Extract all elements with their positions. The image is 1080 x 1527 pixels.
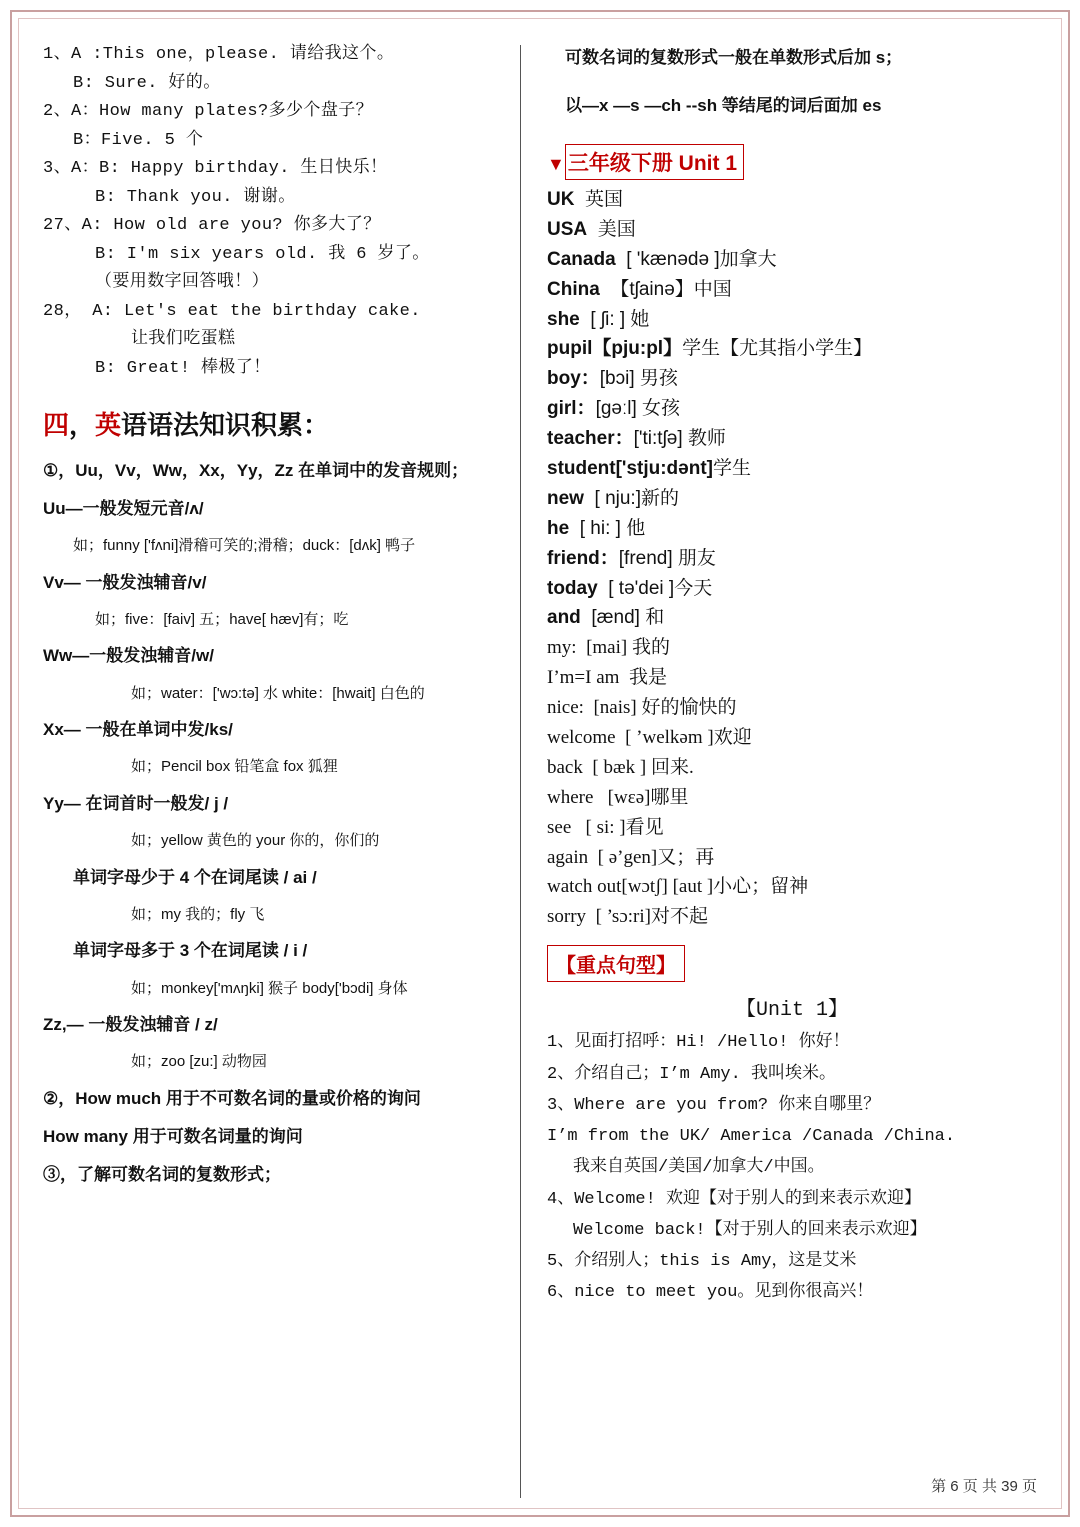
dialogue-line: （要用数字回答哦！） (95, 273, 269, 293)
vocab-cn: [wɛə]哪里 (607, 786, 689, 808)
example-line: 如；my 我的；fly 飞 (131, 905, 265, 923)
vocab-en: girl： (547, 398, 596, 420)
vocab-item (547, 399, 1037, 420)
vocab-item (547, 638, 1037, 659)
page-footer: 第 6 页 共 39 页 (931, 1478, 1037, 1495)
vocab-en: where (547, 786, 594, 808)
dialogue-list (43, 45, 502, 379)
vocab-cn: [ si: ]看见 (585, 816, 664, 838)
vocab-cn: [ ’welkəm ]欢迎 (625, 727, 752, 749)
vocab-item (547, 459, 1037, 480)
section-number: 四 (43, 409, 70, 440)
vocab-en: she (547, 308, 580, 330)
vocab-en: my: (547, 637, 577, 659)
key-sentence: 2、介绍自己；I’m Amy. 我叫埃米。 (547, 1064, 837, 1084)
vocab-en: USA (547, 218, 588, 240)
vocab-cn: 我是 (628, 667, 667, 689)
example-line: 如；yellow 黄色的 your 你的，你们的 (131, 832, 380, 850)
vocab-item (547, 907, 1037, 928)
key-sentence: 3、Where are you from? 你来自哪里？ (547, 1095, 881, 1115)
unit-header-label: 三年级下册 Unit 1 (565, 144, 744, 180)
vocab-item (547, 758, 1037, 779)
vocab-en: today (547, 577, 598, 599)
vocab-cn: [ ’sɔ:ri]对不起 (595, 906, 708, 928)
key-sentence: I’m from the UK/ America /Canada /China. (547, 1127, 956, 1147)
vocab-item (547, 549, 1037, 570)
example-line: 如；funny ['fʌni]滑稽可笑的;滑稽；duck：[dʌk] 鸭子 (73, 537, 416, 555)
vocab-item (547, 579, 1037, 600)
dialogue-line: B: I′m six years old. 我 6 岁了。 (95, 244, 430, 264)
vocab-en: back (547, 756, 583, 778)
vocab-en: he (547, 517, 570, 539)
dialogue-line: 3、A：B: Happy birthday. 生日快乐！ (43, 159, 388, 179)
triangle-icon: ▼ (547, 154, 565, 174)
vocab-item (547, 369, 1037, 390)
vocab-en: student['stju:dənt] (547, 458, 713, 480)
vocab-cn: [ bæk ] 回来. (592, 756, 694, 778)
vocab-item (547, 877, 1037, 898)
vocab-cn: [ ə’gen]又；再 (597, 846, 715, 868)
vocab-cn: 学生【尤其指小学生】 (682, 338, 873, 360)
vocab-cn: [ 'kænədə ]加拿大 (626, 248, 777, 270)
section-title-rest: 语语法知识积累： (121, 409, 330, 440)
unit-header (547, 144, 1037, 190)
vocab-en: I’m=I am (547, 667, 620, 689)
vocab-item (547, 728, 1037, 749)
page-border (10, 10, 1070, 1517)
vocab-cn: [ ʃi: ] 她 (590, 308, 650, 330)
page-content (18, 18, 1062, 1509)
rule-line: Zz,— 一般发浊辅音 / z/ (43, 1015, 218, 1035)
rule-line: Uu—一般发短元音/ʌ/ (43, 498, 204, 518)
vocab-item (547, 519, 1037, 540)
vocab-cn: [bɔi] 男孩 (599, 368, 678, 390)
example-line: 如；zoo [zu:] 动物园 (131, 1053, 267, 1071)
rule-line: How many 用于可数名词量的询问 (43, 1127, 303, 1147)
vocab-cn: [ænd] 和 (591, 607, 665, 629)
vocab-item (547, 818, 1037, 839)
key-sentence: 5、介绍别人；this is Amy，这是艾米 (547, 1252, 857, 1272)
rule-line: 单词字母多于 3 个在词尾读 / i / (73, 941, 308, 961)
dialogue-line: B: Thank you. 谢谢。 (95, 187, 296, 207)
vocab-en: teacher： (547, 428, 634, 450)
key-sentence: 4、Welcome! 欢迎【对于别人的到来表示欢迎】 (547, 1189, 922, 1209)
vocab-en: see (547, 816, 572, 838)
rule-line: ①，Uu，Vv，Ww，Xx，Yy，Zz 在单词中的发音规则； (43, 460, 469, 480)
vocab-en: boy： (547, 368, 600, 390)
vocab-item (547, 190, 1037, 211)
vocab-en: again (547, 846, 589, 868)
vocab-cn: [frend] 朋友 (618, 547, 716, 569)
vocab-cn: [ hi: ] 他 (579, 517, 646, 539)
vocab-en: China (547, 278, 600, 300)
left-column (43, 45, 521, 1498)
vocab-en: watch out (547, 876, 622, 898)
plural-rule-2: 以—x —s —ch --sh 等结尾的词后面加 es (565, 95, 882, 115)
vocab-item (547, 668, 1037, 689)
example-line: 如；monkey['mʌŋki] 猴子 body['bɔdi] 身体 (131, 979, 408, 997)
vocab-item (547, 489, 1037, 510)
plural-rule-1: 可数名词的复数形式一般在单数形式后加 s； (565, 48, 903, 67)
vocab-cn: 美国 (597, 218, 636, 240)
vocab-cn: [mai] 我的 (586, 637, 670, 659)
rule-line: ②，How much 用于不可数名词的量或价格的询问 (43, 1088, 421, 1108)
section-heading (43, 405, 502, 442)
vocab-item (547, 698, 1037, 719)
example-line: 如；five：[faiv] 五；have[ hæv]有；吃 (95, 610, 349, 628)
section-title-first: 英 (95, 409, 122, 440)
dialogue-line: 27、A: How old are you? 你多大了？ (43, 216, 381, 236)
vocab-cn: [ nju:]新的 (594, 487, 679, 509)
vocab-cn: [wɔtʃ] [aut ]小心；留神 (621, 876, 809, 898)
vocab-en: pupil【pju:pl】 (547, 338, 683, 360)
vocab-item (547, 429, 1037, 450)
vocab-en: and (547, 607, 581, 629)
dialogue-line: B: Great! 棒极了！ (95, 359, 271, 379)
vocab-cn: [gəːl] 女孩 (595, 398, 681, 420)
rule-line: Yy— 在词首时一般发/ j / (43, 793, 229, 813)
vocab-item (547, 280, 1037, 301)
dialogue-line: 让我们吃蛋糕 (131, 330, 236, 350)
key-sentence: 我来自英国/美国/加拿大/中国。 (573, 1158, 825, 1178)
key-sentence: 6、nice to meet you。见到你很高兴！ (547, 1283, 874, 1303)
vocabulary-list (547, 190, 1037, 928)
key-sentence-section (547, 937, 1037, 1303)
vocab-en: nice: (547, 697, 584, 719)
key-sentence: Welcome back!【对于别人的回来表示欢迎】 (573, 1220, 927, 1240)
right-column (521, 45, 1037, 1498)
vocab-cn: 【tʃainə】中国 (610, 278, 732, 300)
vocab-item (547, 848, 1037, 869)
vocab-en: Canada (547, 248, 616, 270)
vocab-item (547, 608, 1037, 629)
dialogue-line: B: Sure. 好的。 (73, 73, 221, 93)
rule-line: Xx— 一般在单词中发/ks/ (43, 720, 233, 740)
vocab-cn: [ tə'dei ]今天 (608, 577, 713, 599)
key-sentence-badge: 【重点句型】 (547, 945, 685, 982)
rule-line: 单词字母少于 4 个在词尾读 / ai / (73, 867, 317, 887)
vocab-en: new (547, 487, 584, 509)
dialogue-line: 1、A :This one，please. 请给我这个。 (43, 45, 395, 64)
example-line: 如；Pencil box 铅笔盒 fox 狐狸 (131, 758, 338, 776)
vocab-en: welcome (547, 727, 616, 749)
vocab-en: UK (547, 189, 575, 210)
vocab-item (547, 250, 1037, 271)
rule-line: Vv— 一般发浊辅音/v/ (43, 572, 207, 592)
vocab-en: friend： (547, 547, 619, 569)
example-line: 如；water：['wɔ:tə] 水 white：[hwait] 白色的 (131, 684, 425, 702)
vocab-cn: 英国 (585, 189, 624, 210)
unit1-label: 【Unit 1】 (735, 999, 848, 1023)
section-comma: ， (69, 409, 96, 440)
pronunciation-rules (43, 460, 502, 1186)
dialogue-line: 28， A: Let's eat the birthday cake. (43, 301, 421, 321)
dialogue-line: B：Five. 5 个 (73, 130, 204, 150)
vocab-cn: 学生 (713, 458, 752, 480)
dialogue-line: 2、A：How many plates?多少个盘子？ (43, 102, 374, 122)
vocab-cn: ['ti:tʃə] 教师 (633, 428, 726, 450)
vocab-item (547, 310, 1037, 331)
key-sentence: 1、见面打招呼：Hi! /Hello! 你好！ (547, 1033, 850, 1053)
vocab-en: sorry (547, 906, 587, 928)
rule-line: ③，了解可数名词的复数形式； (43, 1165, 281, 1185)
vocab-item (547, 339, 1037, 360)
rule-line: Ww—一般发浊辅音/w/ (43, 646, 214, 666)
vocab-item (547, 788, 1037, 809)
vocab-item (547, 220, 1037, 241)
vocab-cn: [nais] 好的愉快的 (593, 697, 737, 719)
